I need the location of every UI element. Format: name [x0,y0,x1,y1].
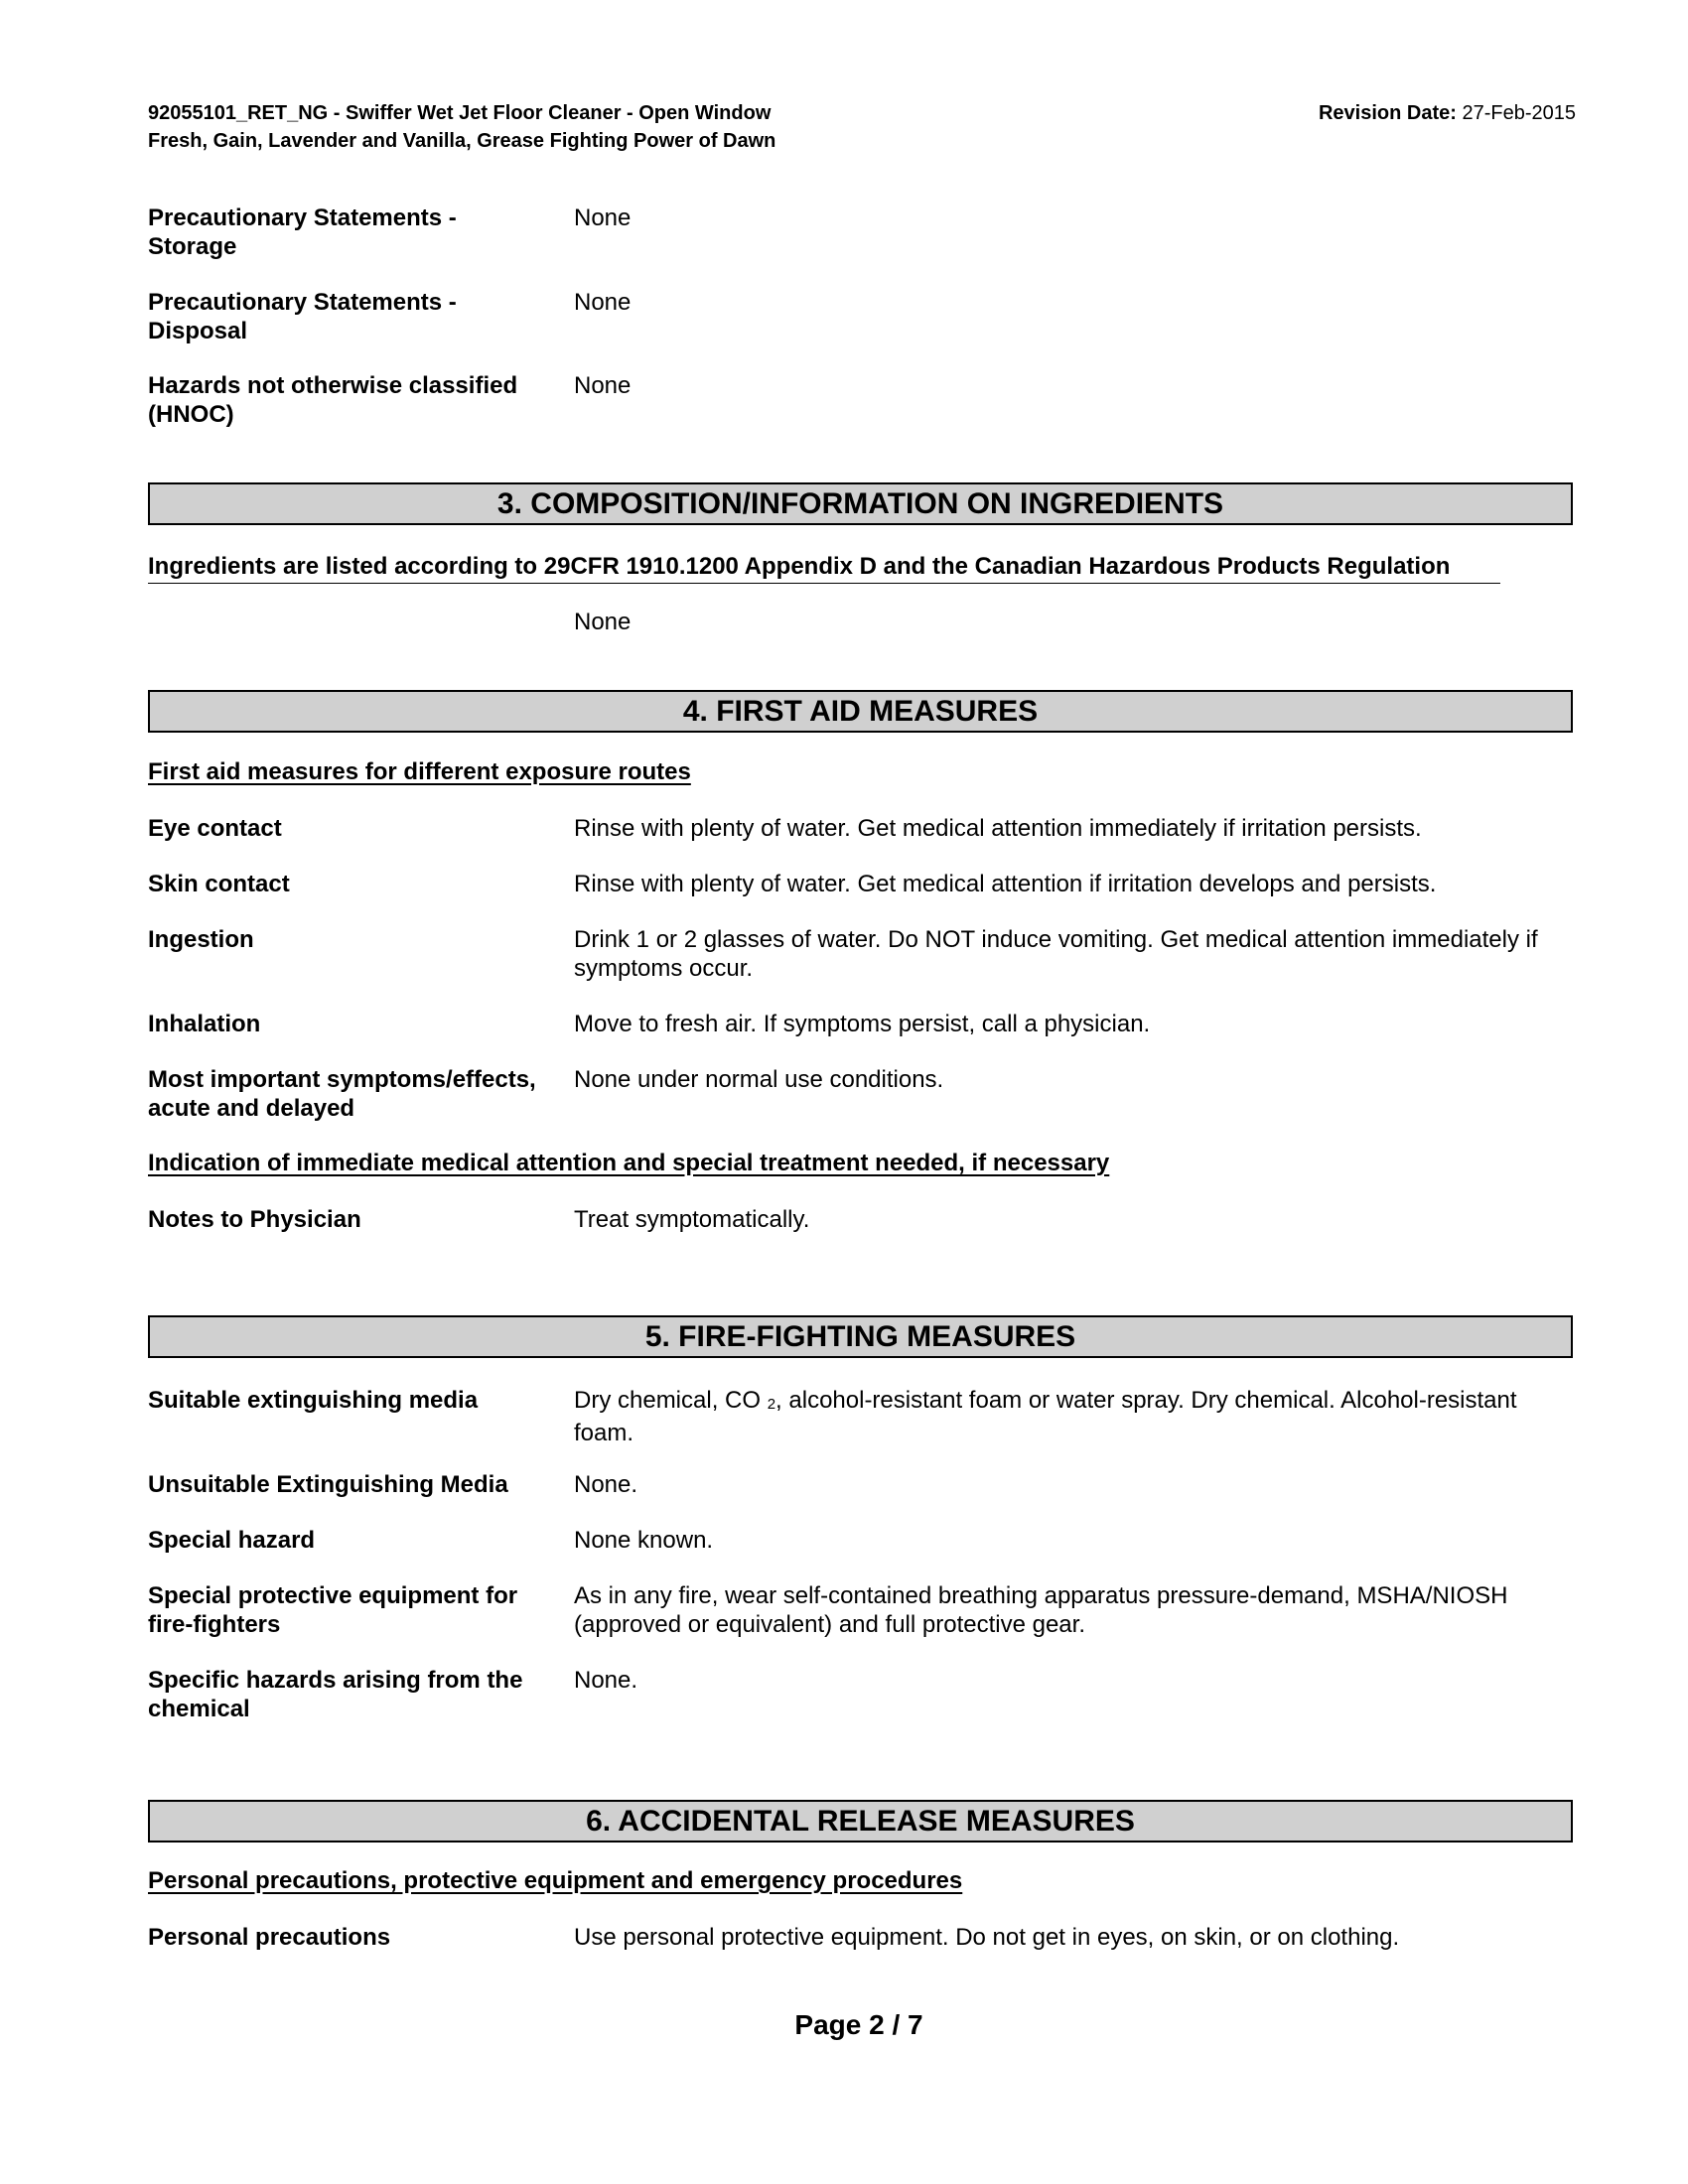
section-6-header: 6. ACCIDENTAL RELEASE MEASURES [148,1800,1573,1843]
row-value: None [574,205,632,231]
suitable-media-text-end: , alcohol-resistant foam or water spray. Dry chemical. Alcohol-resistant foam. [574,1387,1517,1446]
revision-date-label: Revision Date: [1318,102,1457,124]
row-label: Notes to Physician [148,1206,361,1233]
revision-date-value: 27-Feb-2015 [1462,102,1576,124]
section-4-subheading: First aid measures for different exposure routes [148,758,691,785]
row-value: None. [574,1471,638,1498]
row-value: None under normal use conditions. [574,1066,944,1093]
row-label: Skin contact [148,871,290,897]
section-6-subheading: Personal precautions, protective equipment and emergency procedures [148,1867,963,1894]
document-header-product [148,99,775,155]
row-value: Move to fresh air. If symptoms persist, call a physician. [574,1011,1151,1037]
hnoc-row [148,371,1578,431]
product-name-line2: Fresh, Gain, Lavender and Vanilla, Grease Fighting Power of Dawn [148,130,776,152]
row-label: Precautionary Statements - Storage [148,205,457,260]
page-number: Page 2 / 7 [794,2009,923,2040]
row-value: Drink 1 or 2 glasses of water. Do NOT induce vomiting. Get medical attention immediately if symptoms occur. [574,926,1538,982]
co2-subscript: 2 [767,1396,776,1413]
row-label: Special protective equipment for fire-fighters [148,1582,518,1638]
row-value [574,1386,1577,1447]
precautionary-disposal-row [148,288,1578,347]
revision-date [1319,99,1576,127]
section-3-subheading: Ingredients are listed according to 29CFR 1910.1200 Appendix D and the Canadian Hazardous Products Regulation [148,553,1500,584]
row-value: None [574,289,632,316]
row-label: Ingestion [148,926,254,953]
row-label: Hazards not otherwise classified (HNOC) [148,372,518,428]
row-label: Unsuitable Extinguishing Media [148,1471,508,1498]
row-label: Inhalation [148,1011,261,1037]
precautionary-storage-row [148,204,1578,263]
row-value: Treat symptomatically. [574,1206,810,1233]
row-label: Specific hazards arising from the chemical [148,1667,523,1722]
row-value: None known. [574,1527,714,1554]
row-value: Rinse with plenty of water. Get medical attention immediately if irritation persists. [574,815,1422,842]
section-4-header: 4. FIRST AID MEASURES [148,690,1573,733]
row-label: Suitable extinguishing media [148,1387,479,1414]
row-value: As in any fire, wear self-contained breathing apparatus pressure-demand, MSHA/NIOSH (approved or equivalent) and full protective gear. [574,1582,1508,1638]
product-name-line1: 92055101_RET_NG - Swiffer Wet Jet Floor Cleaner - Open Window [148,102,772,124]
row-label: Precautionary Statements - Disposal [148,289,457,344]
section-3-header: 3. COMPOSITION/INFORMATION ON INGREDIENTS [148,482,1573,525]
section-3-ingredients-value: None [574,609,632,635]
row-label: Eye contact [148,815,282,842]
row-value: Use personal protective equipment. Do not get in eyes, on skin, or on clothing. [574,1924,1400,1951]
row-label: Special hazard [148,1527,316,1554]
row-label: Most important symptoms/effects, acute and delayed [148,1066,536,1122]
section-5-header: 5. FIRE-FIGHTING MEASURES [148,1315,1573,1358]
row-label: Personal precautions [148,1924,391,1951]
row-value: Rinse with plenty of water. Get medical attention if irritation develops and persists. [574,871,1437,897]
suitable-media-text-start: Dry chemical, CO [574,1387,762,1414]
row-value: None. [574,1667,638,1694]
section-4-subheading-2: Indication of immediate medical attention and special treatment needed, if necessary [148,1150,1110,1176]
row-value: None [574,372,632,399]
